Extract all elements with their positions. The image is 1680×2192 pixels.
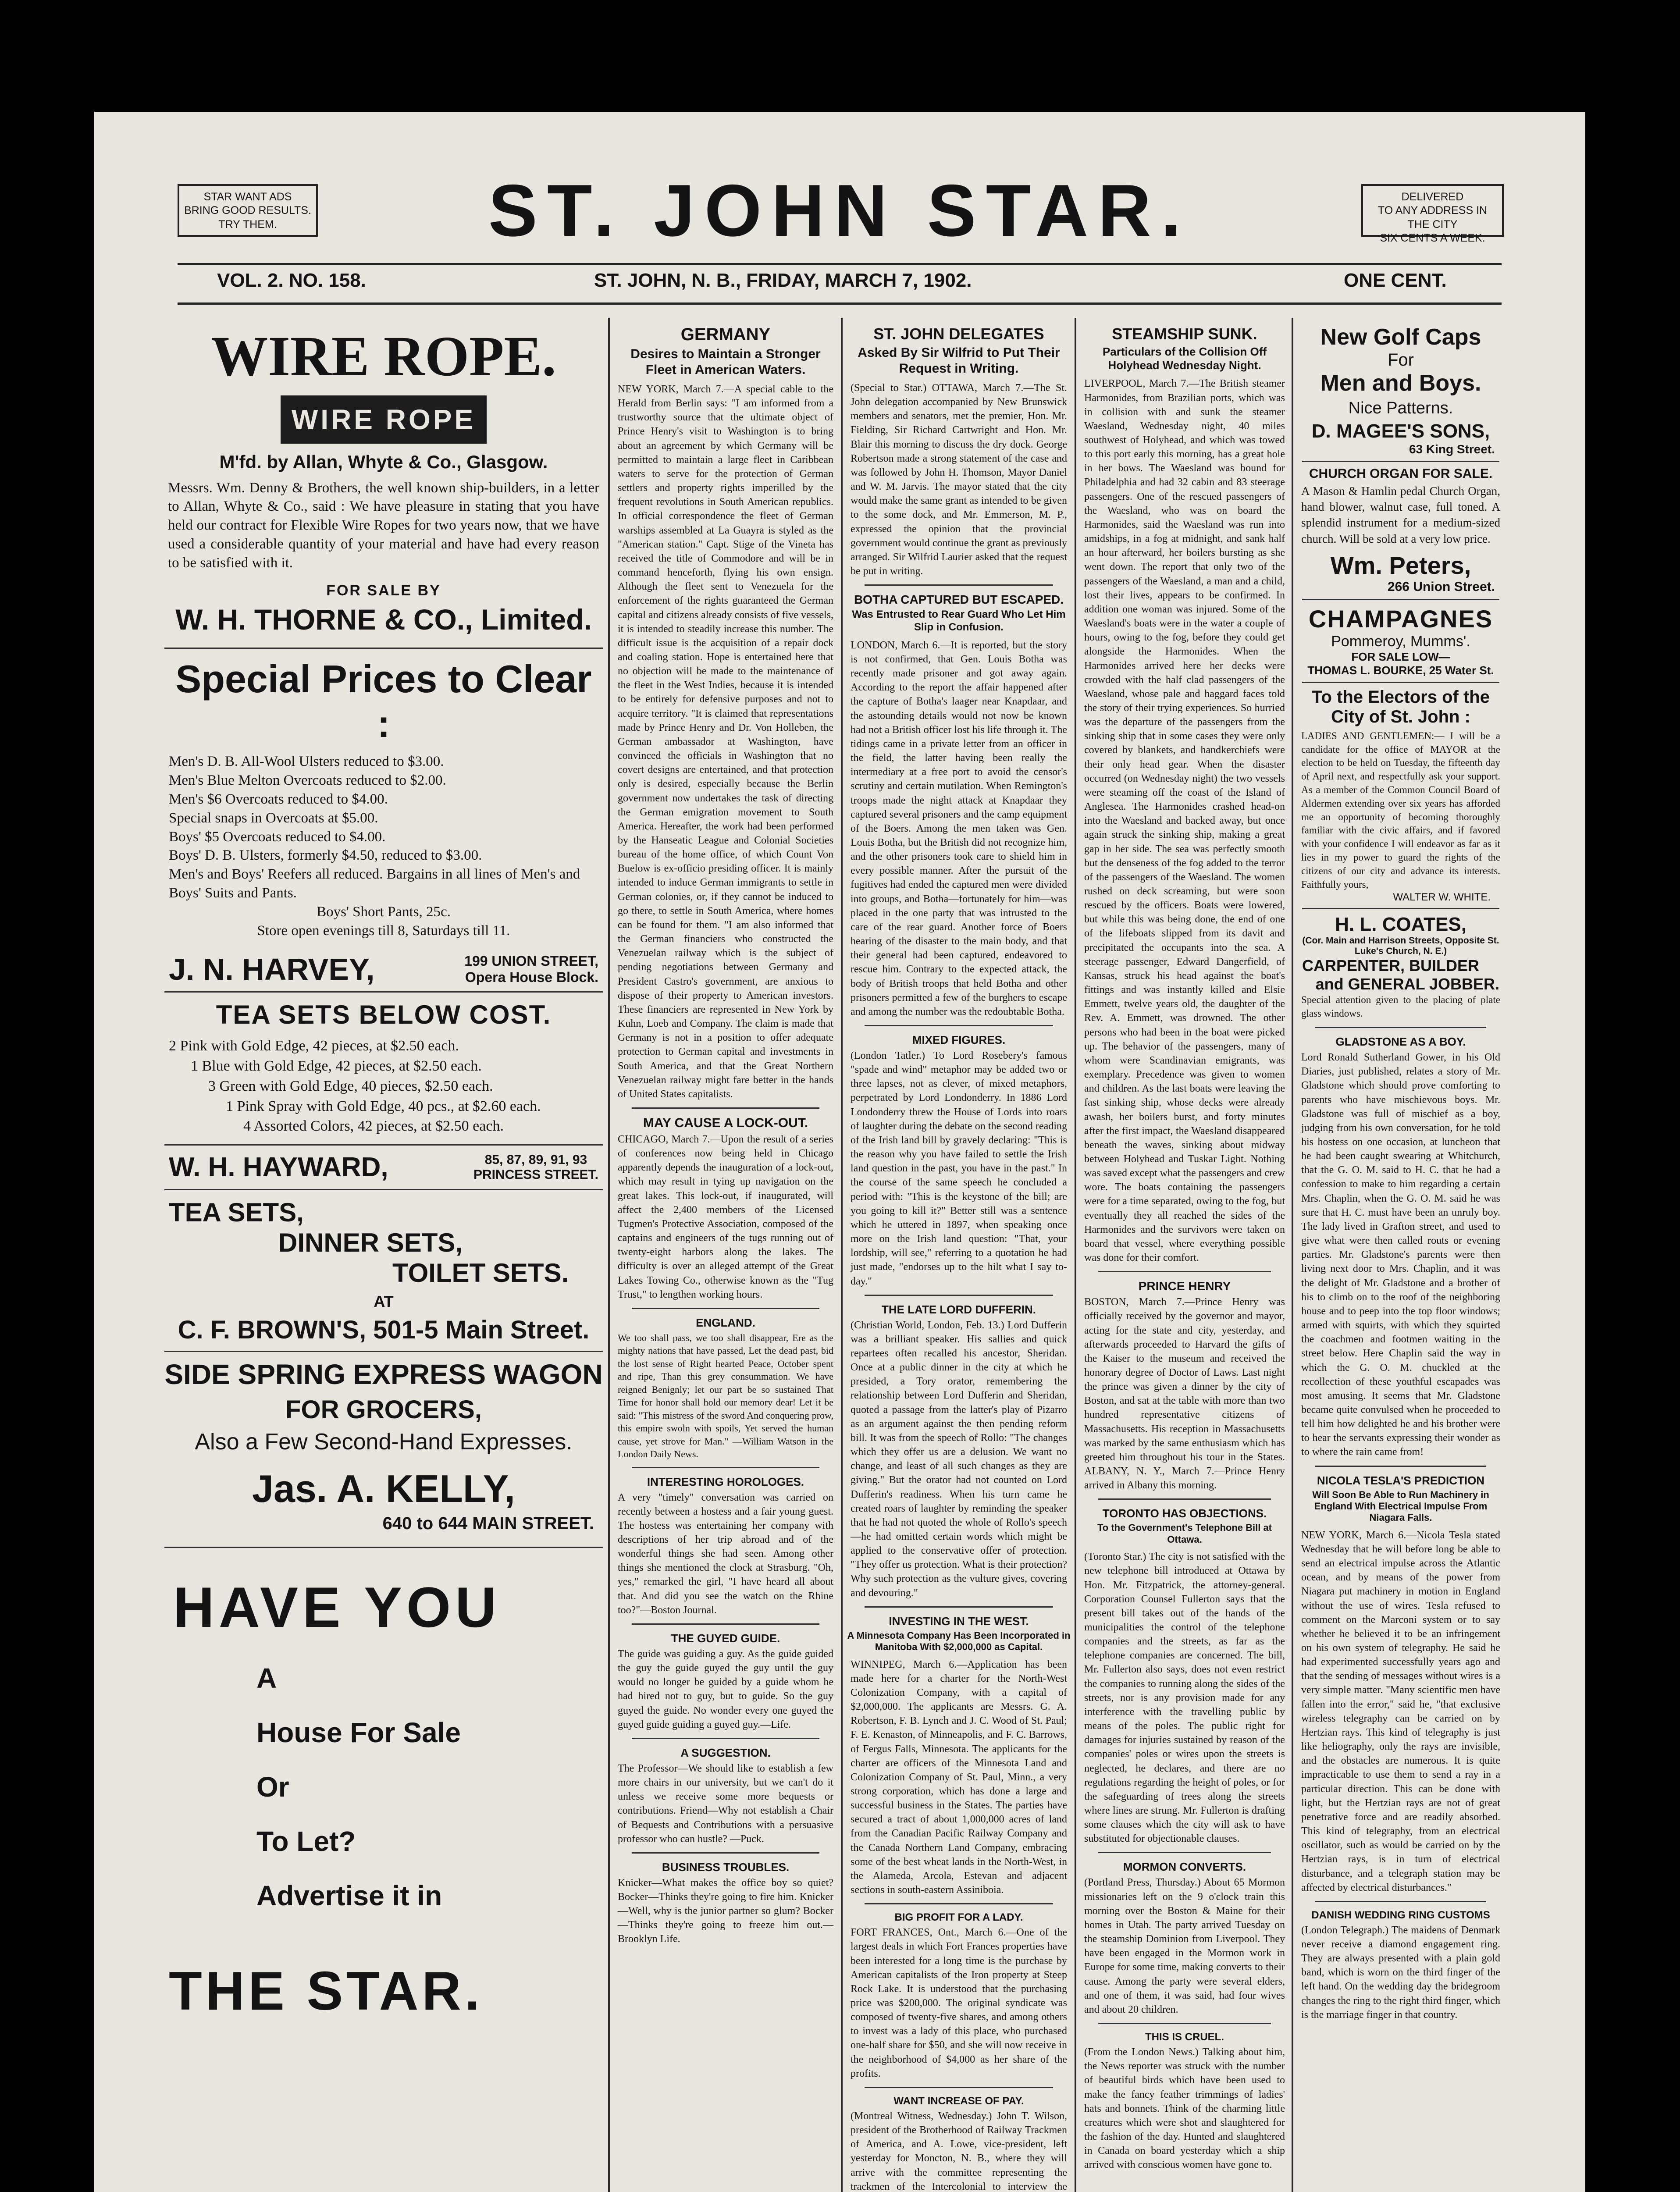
article-body: BOSTON, March 7.—Prince Henry was officially received by the governor and mayor, acting for the state and city, yesterday, and afterwards proceeded to Harvard the gifts of the Kaiser to the museum and received the honorary degree of Doctor of Laws. Last night the prince was given a dinner by the city of Boston, and sat at the table with more than two hundred representative citizens of Massachusetts. His reception in Massachusetts was marked by the same enthusiasm which has greeted him throughout his tour in the States. ALBANY, N. Y., March 7.—Prince Henry arrived in Albany this morning.: [1084, 1296, 1285, 1491]
right-ear-line: SIX CENTS A WEEK.: [1380, 231, 1485, 244]
wire-rope-maker: M'fd. by Allan, Whyte & Co., Glasgow.: [219, 451, 548, 472]
left-ear-line: TRY THEM.: [218, 218, 277, 231]
article-headline: PRINCE HENRY: [1138, 1279, 1231, 1293]
article-body: (Toronto Star.) The city is not satisfied with the new telephone bill introduced at Ottawa by Hon. Mr. Fitzpatrick, the attorney-general. Corporation Counsel Fullerton says that the present bill takes out of the hands of the municipalities the control of the telephone companies and the streets, as far as the telephone companies are concerned. The bill, Mr. Fullerton also says, does not even restrict the companies to running along the sides of the streets, nor is any provision made for any interference with the travelling public by means of the poles. The public right for damages for injuries sustained by reason of the companies' poles or wires upon the streets is neglected, he declares, and there are no regulations regarding the height of poles, or for the safeguarding of trees along the streets where lines are strung. Mr. Fullerton is drafting some clauses which the city will ask to have substituted for objectionable clauses.: [1084, 1551, 1285, 1845]
brown-tea-sets: TEA SETS,: [169, 1198, 304, 1228]
article-body: (Christian World, London, Feb. 13.) Lord Dufferin was a brilliant speaker. His sallies and quick repartees often recalled his ancestor, Sheridan. Once at a public dinner in the city at which he presided, a Tory orator, remembering the relationship between Lord Dufferin and Sheridan, quoted a passage from the latter's play of Pizarro as an argument against the then pending reform bill. It was from the speech of Rollo: "The changes which they offer us are a delusion. We want no change, and least of all such changes as they are giving." But the orator had not counted on Lord Dufferin's readiness. When his turn came he created roars of laughter by reminding the speaker that he had not quoted the whole of Rollo's speech—he had omitted certain words which might be applied to the conservative offer of protection. "They offer us protection. What is their protection? Why such protection as the vulture gives, covering and devouring.": [851, 1319, 1067, 1599]
harvey-name: J. N. HARVEY,: [169, 952, 375, 986]
article-headline: GERMANY: [680, 325, 771, 344]
advertisements-column: [164, 318, 603, 2192]
article-subhead: Desires to Maintain a Stronger Fleet in American Waters.: [630, 347, 821, 377]
article-headline: MAY CAUSE A LOCK-OUT.: [643, 1115, 808, 1130]
have-you-line: To Let?: [256, 1825, 356, 1858]
column-rule: [841, 318, 843, 2192]
article-body: (Special to Star.) OTTAWA, March 7.—The St. John delegation accompanied by New Brunswick members and senators, met the premier, Hon. Mr. Fielding, Sir Richard Cartwright and Hon. Mr. Blair this morning to discuss the dry dock. George Robertson made a strong statement of the case and was followed by John H. Thomson, Mayor Daniel and W. M. Jarvis. The mayor stated that the city would make the same grant as intended to be given to the some dock, and Mr. Emmerson, M. P., expressed the opinion that the provincial government would continue the grant as previously arranged. Sir Wilfrid Laurier asked that the request be put in writing.: [851, 382, 1067, 577]
special-prices-title: Special Prices to Clear :: [175, 657, 592, 745]
article-divider: [865, 1025, 1053, 1026]
wire-rope-title: WIRE ROPE.: [211, 325, 556, 388]
bourke-address: THOMAS L. BOURKE, 25 Water St.: [1307, 663, 1494, 677]
newspaper-page: [94, 112, 1585, 2192]
right-ear-box: [1361, 184, 1504, 244]
ad-divider: [1302, 461, 1499, 462]
ad-divider: [1302, 908, 1499, 909]
have-you-line: Or: [256, 1771, 289, 1803]
article-body: LIVERPOOL, March 7.—The British steamer Harmonides, from Brazilian ports, which was in collision with and sunk the steamer Waesland, Wednesday night, 40 miles southwest of Holyhead, and which was towed to this port early this morning, has a great hole in her bows. The Waesland was bound for Philadelphia and had 32 cabin and 83 steerage passengers. One of the rescued passengers of the Waesland, who was on board the Harmonides, said the Waesland was run into amidships, in a fog at midnight, and sank half an hour afterward, her boilers bursting as she went down. The report that only two of the passengers of the Waesland, a man and a child, lost their lives, appears to be confirmed. In addition one woman was injured. Some of the Waesland's boats were in the water a couple of hours, owing to the fog, before they could get alongside the Harmonides. When the Harmonides arrived here her decks were crowded with the half clad passengers of the Waesland, whose pale and haggard faces told the story of their trying experiences. So hurried was the departure of the passengers from the sinking ship that in some cases they were only covered by blankets, and handkerchiefs were their only head gear. When the disaster occurred (on Wednesday night) the two vessels were steaming off the coast of the Island of Anglesea. The Harmonides crashed head-on into the Waesland and backed away, but once again struck the sinking ship, making a great gap in her side. The sea was perfectly smooth but the denseness of the fog added to the terror of the passengers of the Waesland. The women rushed on deck screaming, but were soon rescued by the officers. Boats were lowered, but while this was being done, the end of one of the lifeboats slipped from its davit and precipitated the occupants into the sea. A steerage passenger, Edward Dangerfield, of Kansas, struck his head against the boat's fittings and was instantly killed and Elsie Emmett, twelve years old, the daughter of the Rev. A. Emmett, was drowned. The other persons who had been in the boat were picked up. The behavior of the passengers, many of whom were Scandinavian emigrants, was exemplary. Precedence was given to women and children. As the last boats were leaving the fast sinking ship, whose decks were already awash, her boilers burst, and forty minutes after the first impact, the Waesland disappeared beneath the waves, sinking about midway between Holyhead and Tuskar Light. Nothing was saved except what the passengers and crew wore. The boats containing the passengers were for a time separated, owing to the fog, but eventually they all reached the sides of the Harmonides and the survivors were taken on board that vessel, where everything possible was done for their comfort.: [1084, 378, 1285, 1264]
brown-toilet-sets: TOILET SETS.: [392, 1258, 569, 1288]
have-you-title: HAVE YOU: [173, 1575, 501, 1640]
special-price-item: Men's D. B. All-Wool Ulsters reduced to $3.00.: [169, 753, 444, 769]
wire-rope-for-sale: FOR SALE BY: [326, 582, 441, 599]
article-headline: NICOLA TESLA'S PREDICTION: [1317, 1473, 1485, 1487]
special-price-item: Men's Blue Melton Overcoats reduced to $2.00.: [169, 772, 446, 788]
article-body: NEW YORK, March 7.—A special cable to the Herald from Berlin says: "I am informed from a trustworthy source that the ultimate object of Prince Henry's visit to Washington is to bring about an agreement by which Germany will be permitted to maintain a large fleet in Caribbean waters to serve for the protection of German settlers and property rights imperilled by the frequent revolutions in South American republics. In official correspondence the fleet of German warships assembled at La Guayra is styled as the "American station." Capt. Stige of the Vineta has received the title of Commodore and will be in command henceforth, flying his own ensign. Although the fleet sent to Venezuela for the enforcement of the rights guaranteed the German capital and citizens already consists of five vessels, it is intended to steadily increase this number. The difficult issue is the acquisition of a repair dock and coaling station. Hope is entertained here that no objection will be made to the maintenance of the fleet in the West Indies, because it is intended to be entirely for defensive purposes and not to acquire territory. "It is claimed that representations made by Prince Henry and Dr. Von Holleben, the German ambassador at Washington, have convinced the officials in Washington that no covert designs are entertained, and that protection only is desired, especially because the Berlin government now undertakes the task of directing the German emigration movement to South America. Hereafter, the work had been performed by the Hanseatic League and Colonial Societies bureau of the home office, of which Count Von Buelow is ex-officio presiding officer. It is mainly intended to induce German immigrants to settle in German colonies, or, if they cannot be induced to go there, to settle in South America, where homes can be found for them. "I am also informed that the German financiers who constructed the Venezuelan railway which is the subject of pending negotiations between Germany and President Castro's government, are anxious to dispose of their property to American investors. These financiers are represented in New York by Kuhn, Loeb and Company. The claim is made that Germany is not in a position to offer adequate protection to German capital and investments in South America, and that the Great Northern Venezuelan railway might fare better in the hands of United States capitalists.: [618, 384, 833, 1100]
article-headline: THIS IS CRUEL.: [1145, 2031, 1224, 2043]
article-headline: THE GUYED GUIDE.: [671, 1631, 780, 1645]
organ-body: A Mason & Hamlin pedal Church Organ, hand blower, walnut case, full toned. A splendid instrument for a medium-sized church. Will be sold at a very low price.: [1301, 484, 1500, 545]
champagnes-title: CHAMPAGNES: [1308, 605, 1493, 633]
electors-signature: WALTER W. WHITE.: [1393, 891, 1491, 904]
article-divider: [865, 1606, 1053, 1608]
price: ONE CENT.: [1344, 270, 1447, 291]
article-body: The Professor—We should like to establish a few more chairs in our university, but we can't do it unless we receive some more bequests or contributions. Friend—Why not establish a Chair of Bequests and Contributions with a persuasive professor who can hustle? —Puck.: [618, 1762, 833, 1845]
news-column-3: [847, 318, 1071, 2192]
article-headline: DANISH WEDDING RING CUSTOMS: [1311, 1909, 1490, 1921]
coates-carpenter: CARPENTER, BUILDER: [1302, 957, 1480, 975]
article-divider: [1315, 1466, 1486, 1467]
article-headline: A SUGGESTION.: [680, 1746, 771, 1759]
article-subhead: Will Soon Be Able to Run Machinery in England With Electrical Impulse From Niagara Falls.: [1312, 1489, 1489, 1523]
article-headline: WANT INCREASE OF PAY.: [893, 2095, 1024, 2107]
left-ear-line: STAR WANT ADS: [203, 191, 292, 203]
brown-at: AT: [374, 1292, 394, 1311]
coates-address: (Cor. Main and Harrison Streets, Opposite St. Luke's Church, N. E.): [1302, 936, 1499, 957]
article-divider: [632, 1467, 819, 1468]
article-divider: [865, 2087, 1053, 2088]
article-subhead: Was Entrusted to Rear Guard Who Let Him Slip in Confusion.: [852, 608, 1066, 633]
article-headline: STEAMSHIP SUNK.: [1112, 325, 1257, 343]
article-headline: ENGLAND.: [696, 1316, 755, 1329]
ad-divider: [164, 1144, 603, 1146]
article-headline: THE LATE LORD DUFFERIN.: [882, 1302, 1036, 1316]
article-divider: [1098, 2023, 1271, 2024]
harvey-block: [169, 952, 598, 987]
special-price-item: Store open evenings till 8, Saturdays till 11.: [257, 922, 510, 939]
magee-address: 63 King Street.: [1409, 442, 1495, 456]
left-ear-box: [178, 184, 318, 237]
article-headline: INVESTING IN THE WEST.: [889, 1614, 1029, 1628]
brown-dinner-sets: DINNER SETS,: [278, 1228, 463, 1258]
tea-sets-list: [164, 1036, 603, 1136]
article-divider: [1315, 1901, 1486, 1902]
electors-title: To the Electors of the: [1312, 687, 1490, 707]
volume-number: VOL. 2. NO. 158.: [217, 270, 366, 291]
article-body: (London Telegraph.) The maidens of Denmark never receive a diamond engagement ring. They are always presented with a plain gold band, which is worn on the third finger of the left hand. On the wedding day the bridegroom changes the ring to the right third finger, which is the marriage finger in that country.: [1301, 1924, 1500, 2021]
article-body: WINNIPEG, March 6.—Application has been made here for a charter for the North-West Colonization Company, with a capital of $2,000,000. The applicants are Messrs. G. A. Robertson, F. B. Lynch and J. C. Wood of St. Paul; F. E. Kenaston, of Minneapolis, and F. C. Barrows, of Fergus Falls, Minnesota. The applicants for the charter are officers of the Minnesota Land and Colonization Company of St. Paul, Minn., a very strong corporation, which has done a large and successful business in the States. The parties have secured a tract of about 1,000,000 acres of land from the Canadian Pacific Railway Company and the Canada Northern Land Company, embracing some of the best wheat lands in the North-West, in the Alameda, Arcola, Estevan and adjacent sections in south-eastern Assiniboia.: [851, 1658, 1067, 1896]
article-headline: BUSINESS TROUBLES.: [662, 1860, 790, 1874]
article-body: Knicker—What makes the office boy so quiet? Bocker—Thinks they're going to fire him. Knicker—Well, why is the junior partner so glum? Bocker—Thinks they're going to freeze him out.—Brooklyn Life.: [618, 1877, 833, 1945]
news-column-2: [614, 318, 837, 2192]
article-divider: [632, 1107, 819, 1109]
poem-body: We too shall pass, we too shall disappear, Ere as the mighty nations that have passed, Let the dead past, bid the lost sense of Right hearted Peace, October spent and ripe, Than this grey consummation. We have reigned Benignly; let our part be so sustained That Time for honor shall hold our memory dear! Let it be said: "This mistress of the sword And conquering prow, this empire swoln with spoils, Yet served the human cause, yet strove for Man." —William Watson in the London Daily News.: [618, 1332, 833, 1460]
special-price-item: Special snaps in Overcoats at $5.00.: [169, 810, 378, 826]
article-headline: BOTHA CAPTURED BUT ESCAPED.: [854, 593, 1064, 607]
ad-divider: [1302, 599, 1499, 600]
news-column-4: [1081, 318, 1288, 2192]
ad-divider: [1302, 682, 1499, 683]
article-body: (Portland Press, Thursday.) About 65 Mormon missionaries left on the 9 o'clock train this morning over the Boston & Maine for their homes in Utah. The party arrived Tuesday on the steamship Dominion from Liverpool. They have been engaged in the Mormon work in Europe for some time, making converts to their cause. Among the party were several elders, and one of them, it was said, had four wives and about 20 children.: [1084, 1877, 1285, 2015]
wagon-sub: FOR GROCERS,: [285, 1395, 482, 1424]
article-body: NEW YORK, March 6.—Nicola Tesla stated Wednesday that he will before long be able to send an electrical impulse across the Atlantic ocean, and by means of the power from Niagara put machinery in motion in England without the use of wires. Tesla refused to comment on the Marconi system or to say whether he believed it to be an infringement on his own system of telegraphy. He said he had experimented successfully years ago and that the sending of messages without wires is a very simple matter. "Many scientific men have fallen into the error," said he, "that exclusive wireless telegraphy can be carried on by Hertzian rays. This kind of telegraphy is just like heliography, only the rays are invisible, and the obstacles are numerous. It is quite impracticable to use them to send a ray in a particular direction. This can be done with light, but the Hertzian rays are not of great penetrative force and are readily absorbed. This kind of telegraphy, from an electrical oscillator, such as would be carried on by the Hertzian rays, is in turn of electrical disturbance, and a telegraph station may be affected by electrical disturbances.": [1301, 1529, 1500, 1893]
hayward-address-line: PRINCESS STREET.: [473, 1167, 598, 1182]
hayward-name: W. H. HAYWARD,: [169, 1152, 388, 1183]
special-prices-list: [169, 752, 598, 940]
article-headline: MIXED FIGURES.: [912, 1033, 1006, 1046]
column-rule: [1292, 318, 1293, 2192]
dateline: ST. JOHN, N. B., FRIDAY, MARCH 7, 1902.: [594, 270, 972, 291]
article-divider: [865, 584, 1053, 586]
article-divider: [632, 1852, 819, 1854]
peters-name: Wm. Peters,: [1330, 551, 1471, 579]
hayward-address-line: 85, 87, 89, 91, 93: [484, 1152, 587, 1167]
article-divider: [1098, 1852, 1271, 1853]
special-price-item: Men's and Boys' Reefers all reduced. Bargains in all lines of Men's and Boys' Suits and Pants.: [169, 866, 580, 901]
wagon-also: Also a Few Second-Hand Expresses.: [195, 1429, 573, 1455]
article-subhead: Particulars of the Collision Off Holyhead Wednesday Night.: [1102, 345, 1267, 372]
column-rule: [608, 318, 610, 2192]
article-divider: [632, 1623, 819, 1625]
ad-divider: [164, 1547, 603, 1548]
article-divider: [865, 1295, 1053, 1296]
wire-rope-logo-text: WIRE ROPE: [291, 403, 476, 435]
article-divider: [1098, 1498, 1271, 1500]
article-subhead: To the Government's Telephone Bill at Ottawa.: [1097, 1522, 1272, 1545]
champagnes-sale: FOR SALE LOW—: [1351, 650, 1450, 663]
article-body: The guide was guiding a guy. As the guide guided the guy the guide guyed the guy until the guy would no longer be guided by a guide whom he had hired not to guy, but to guide. So the guy guyed the guide. No wonder every one guyed the guyed guide guiding a guyed guy.—Life.: [618, 1648, 833, 1730]
have-you-line: House For Sale: [256, 1717, 461, 1749]
electors-body: LADIES AND GENTLEMEN:— I will be a candidate for the office of MAYOR at the election to be held on Tuesday, the fifteenth day of April next, and respectfully ask your support. As a member of the Common Council Board of Aldermen extending over six years has afforded me an opportunity of becoming thoroughly familiar with the civic affairs, and if favored with your confidence I will endeavor as far as it lies in my power to guard the rights of the citizens of our city and advance its interests. Faithfully yours,: [1301, 730, 1500, 890]
article-headline: BIG PROFIT FOR A LADY.: [894, 1911, 1023, 1924]
article-headline: GLADSTONE AS A BOY.: [1335, 1035, 1466, 1049]
wire-rope-logo: [281, 395, 487, 444]
thorne-company: W. H. THORNE & CO., Limited.: [175, 603, 592, 636]
tea-set-item: 3 Green with Gold Edge, 40 pieces, $2.50 each.: [208, 1078, 493, 1094]
kelly-address: 640 to 644 MAIN STREET.: [382, 1514, 594, 1534]
harvey-address: [464, 953, 598, 986]
article-subhead: Asked By Sir Wilfrid to Put Their Request in Writing.: [858, 345, 1060, 376]
article-body: (London Tatler.) To Lord Rosebery's famous "spade and wind" metaphor may be added two or three lapses, not as clever, of mixed metaphors, perpetrated by Lord Londonderry. In 1886 Lord Londonderry threw the House of Lords into roars of laughter during the debate on the second reading of the Irish land bill by gravely declaring: "This is the reason why you have failed to settle the Irish land question in the past, you have in the past." In the course of the same speech he concluded a period with: "This is the keystone of the bill; are you going to kill it?" Better still was a sentence which he uttered in 1897, when speaking once more on the Irish land question: "That, your lordship, will see," referring to a quotation he had just made, "endorses up to the hilt what I say to-day.": [851, 1050, 1067, 1287]
paper-title: ST. JOHN STAR.: [488, 169, 1191, 252]
special-price-item: Boys' Short Pants, 25c.: [317, 904, 451, 920]
hayward-address: [473, 1153, 598, 1182]
ad-divider: [164, 1189, 603, 1190]
dateline-rule: [178, 302, 1502, 305]
tea-set-item: 4 Assorted Colors, 42 pieces, at $2.50 each.: [243, 1118, 504, 1135]
article-headline: ST. JOHN DELEGATES: [873, 325, 1044, 343]
magee-sons: D. MAGEE'S SONS,: [1311, 420, 1490, 442]
right-ear-line: TO ANY ADDRESS IN THE CITY: [1377, 204, 1488, 231]
coates-note: Special attention given to the placing of plate glass windows.: [1301, 994, 1500, 1019]
article-divider: [1098, 1271, 1271, 1272]
article-body: (From the London News.) Talking about him, the News reporter was struck with the number of beautiful birds which have been used to make the fancy feather trimmings of ladies' hats and bonnets. Think of the charming little creatures which were shot and slaughtered for the fashion of the day. Hunted and slaughtered in Canada on board yesterday which a ship arrived with conscious women have gone to.: [1084, 2046, 1285, 2171]
hayward-block: [169, 1152, 598, 1183]
golf-caps-patterns: Nice Patterns.: [1348, 399, 1453, 417]
article-body: CHICAGO, March 7.—Upon the result of a series of conferences now being held in Chicago apparently depends the inauguration of a lock-out, which may result in tying up navigation on the great lakes. This lock-out, if inaugurated, will affect the 2,400 members of the Licensed Tugmen's Protective Association, composed of the captains and engineers of the tugs running out of twenty-eight harbors along the lakes. The difficulty is over an alleged attempt of the Great Lakes Towing Co., otherwise known as the "Tug Trust," to lengthen working hours.: [618, 1133, 833, 1300]
article-headline: MORMON CONVERTS.: [1123, 1860, 1246, 1874]
special-price-item: Men's $6 Overcoats reduced to $4.00.: [169, 791, 388, 807]
article-body: FORT FRANCES, Ont., March 6.—One of the largest deals in which Fort Frances properties have been interested for a long time is the purchase by American capitalists of the Iron property at Steep Rock Lake. It is understood that the purchasing price was $200,000. The original syndicate was composed of twenty-five shares, and among others to invest was a lady of this place, who purchased one-half share for $50, and she will now receive in the neighborhood of $4,000 as her share of the profits.: [851, 1927, 1067, 2079]
article-divider: [865, 1903, 1053, 1904]
wire-rope-testimonial: Messrs. Wm. Denny & Brothers, the well known ship-builders, in a letter to Allan, Whyte & Co., said : We have pleasure in stating that you have held our contract for Flexible Wire Ropes for two years now, that we have used a considerable quantity of your material and have had every reason to be satisfied with it.: [168, 480, 599, 571]
the-star-title: THE STAR.: [169, 1961, 484, 2022]
ad-divider: [164, 991, 603, 993]
article-body: LONDON, March 6.—It is reported, but the story is not confirmed, that Gen. Louis Botha was recently made prisoner and got away again. According to the report the affair happened after the capture of Botha's laager near Knapdaar, and the astounding details would not now be known had not a British officer lost his life through it. The tidings came in a private letter from an officer in the field, the latter having been really the intermediary at a free port to avoid the censor's scrutiny and certain mutilation. When Remington's troops made the night attack at Knapdaar they captured several prisoners and the camp equipment of the Boers. Among the men taken was Gen. Louis Botha, but the British did not recognize him, and the other prisoners took care to shield him in every possible manner. After the pursuit of the fugitives had ended the captured men were divided into groups, and Botha—fortunately for him—was placed in the one party that was intrusted to the care of the rear guard. Another force of Boers hearing of the disaster to the main body, and that their general had been captured, endeavored to rescue him. Contrary to the expected attack, the body of British troops that held Botha and other prisoners permitted a few of the burghers to escape and among the number was the redoubtable Botha.: [851, 639, 1067, 1018]
tea-set-item: 2 Pink with Gold Edge, 42 pieces, at $2.50 each.: [169, 1037, 459, 1054]
article-subhead: A Minnesota Company Has Been Incorporated in Manitoba With $2,000,000 as Capital.: [847, 1630, 1071, 1653]
coates-jobber: and GENERAL JOBBER.: [1315, 975, 1499, 993]
tea-set-item: 1 Blue with Gold Edge, 42 pieces, at $2.50 each.: [191, 1057, 482, 1074]
harvey-address-line: 199 UNION STREET,: [464, 953, 598, 969]
article-divider: [632, 1738, 819, 1739]
ad-divider: [164, 648, 603, 649]
special-price-item: Boys' $5 Overcoats reduced to $4.00.: [169, 829, 386, 845]
article-divider: [1315, 1027, 1486, 1028]
golf-caps-men: Men and Boys.: [1320, 370, 1481, 396]
tea-set-item: 1 Pink Spray with Gold Edge, 40 pcs., at $2.60 each.: [226, 1098, 541, 1114]
special-price-item: Boys' D. B. Ulsters, formerly $4.50, reduced to $3.00.: [169, 847, 482, 864]
article-headline: TORONTO HAS OBJECTIONS.: [1102, 1507, 1267, 1520]
article-divider: [632, 1308, 819, 1309]
masthead-rule: [178, 263, 1502, 265]
article-headline: INTERESTING HOROLOGES.: [647, 1475, 804, 1488]
news-column-5: [1298, 318, 1504, 2192]
article-body: (Montreal Witness, Wednesday.) John T. Wilson, president of the Brotherhood of Railway Trackmen of America, and A. Lowe, vice-president, left yesterday for Moncton, N. B., where they will arrive with the committee representing the trackmen of the Intercolonial to interview the: [851, 2110, 1067, 2192]
coates-name: H. L. COATES,: [1335, 914, 1466, 936]
harvey-address-line: Opera House Block.: [465, 969, 598, 985]
organ-heading: CHURCH ORGAN FOR SALE.: [1309, 466, 1493, 481]
wagon-title: SIDE SPRING EXPRESS WAGON: [164, 1359, 603, 1391]
golf-caps-for: For: [1388, 350, 1414, 370]
have-you-line: A: [256, 1662, 277, 1694]
electors-title: City of St. John :: [1331, 707, 1470, 726]
peters-address: 266 Union Street.: [1387, 579, 1495, 594]
brown-store: C. F. BROWN'S, 501-5 Main Street.: [178, 1316, 590, 1345]
golf-caps-title: New Golf Caps: [1320, 324, 1481, 350]
right-ear-line: DELIVERED: [1401, 191, 1464, 203]
have-you-line: Advertise it in: [256, 1880, 442, 1912]
left-ear-line: BRING GOOD RESULTS.: [184, 204, 311, 217]
column-rule: [1075, 318, 1076, 2192]
article-body: A very "timely" conversation was carried on recently between a hostess and a fair young guest. The hostess was entertaining her company with descriptions of her trip abroad and of the wonderful things she had seen. Among other things she mentioned the clock at Strasburg. "Oh, yes," remarked the girl, "I have heard all about that. And did you see the watch on the Rhine too?"—Boston Journal.: [618, 1491, 833, 1616]
kelly-name: Jas. A. KELLY,: [252, 1467, 515, 1511]
tea-sets-title: TEA SETS BELOW COST.: [216, 1000, 552, 1029]
article-body: Lord Ronald Sutherland Gower, in his Old Diaries, just published, relates a story of Mr. Gladstone which should prove comforting to parents who have mischievous boys. Mr. Gladstone was full of mischief as a boy, judging from his own conversation, for he told his hostess on one occasion, at luncheon that he had been caught swearing at Whitchurch, that the G. O. M. said to H. C. that he had a confession to make to him regarding a certain Mrs. Chaplin, when the G. O. M. said he was sure that H. C. must have been an unruly boy. The lady lived in Grafton street, and used to give what were then called routs or evening parties. Mr. Gladstone's parents were then living next door to Mrs. Chaplin, and it was the delight of Mr. Gladstone and a brother of his to climb on to the roof of the neighboring house and to peep into the top floor windows; armed with squirts, with which they squirted the coachmen and footmen waiting in the street below. Here Chaplin said the way in which the G. O. M. chuckled at the recollection of these youthful escapades was most amusing. It seems that Mr. Gladstone became quite convulsed when he proceeded to tell him how delighted he and his brother were to hear the servants expressing their wonder as to where the rain came from!: [1301, 1052, 1500, 1458]
ad-divider: [164, 1351, 603, 1352]
champagnes-brands: Pommeroy, Mumms'.: [1331, 633, 1470, 650]
